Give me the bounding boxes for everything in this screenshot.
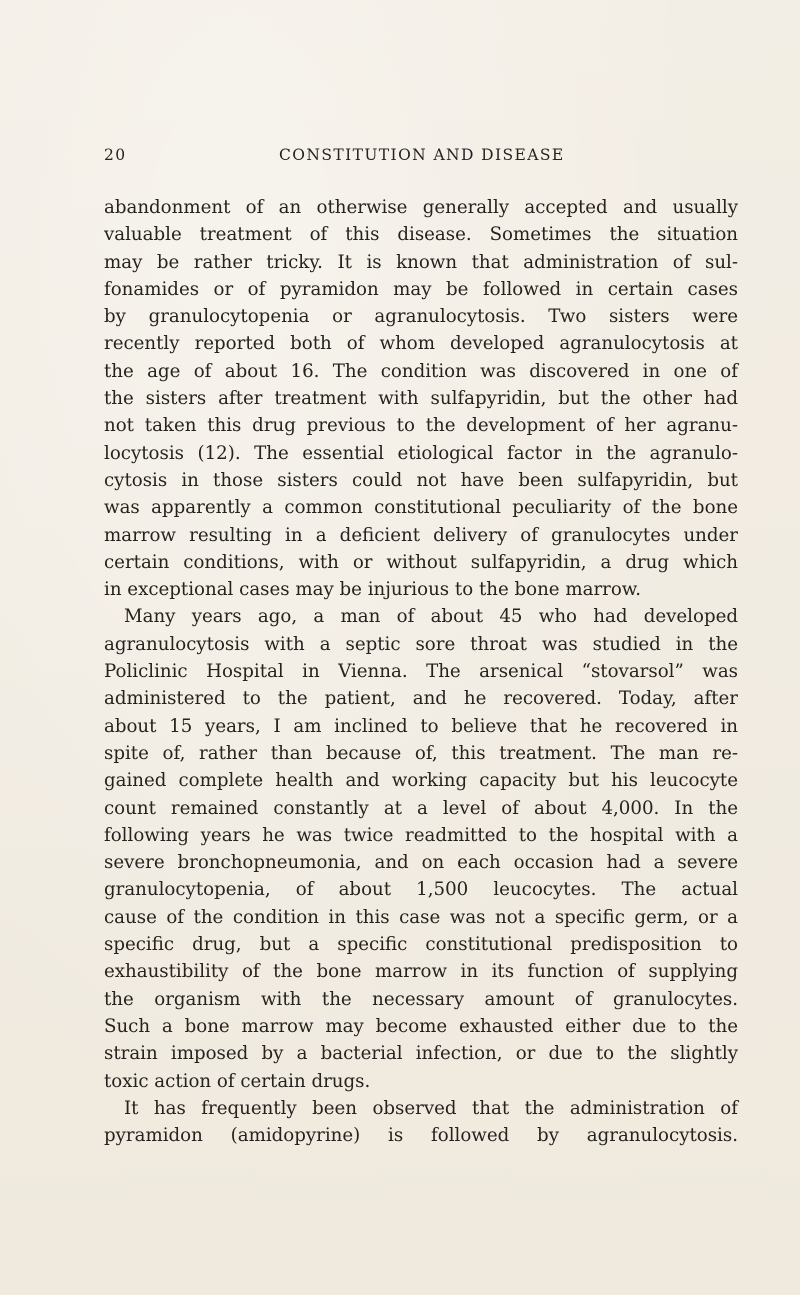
text-line: granulocytopenia, of about 1,500 leucocytes. The actual xyxy=(104,879,738,901)
text-line: toxic action of certain drugs. xyxy=(104,1070,371,1092)
text-line: cytosis in those sisters could not have been sulfapyridin, but xyxy=(104,469,738,491)
text-line: strain imposed by a bacterial infection, or due to the slightly xyxy=(104,1043,738,1065)
text-line: cause of the condition in this case was not a specific germ, or a xyxy=(104,906,738,928)
text-line: by granulocytopenia or agranulocytosis. Two sisters were xyxy=(104,306,738,328)
text-line: severe bronchopneumonia, and on each occasion had a severe xyxy=(104,852,738,874)
running-header xyxy=(104,146,724,174)
text-line: locytosis (12). The essential etiological factor in the agranulo- xyxy=(104,442,738,464)
text-line: spite of, rather than because of, this treatment. The man re- xyxy=(104,742,738,764)
page-number: 20 xyxy=(104,146,127,164)
text-line: specific drug, but a specific constitutional predisposition to xyxy=(104,934,738,956)
text-line: certain conditions, with or without sulfapyridin, a drug which xyxy=(104,551,738,573)
text-line: about 15 years, I am inclined to believe that he recovered in xyxy=(104,715,738,737)
text-line: Such a bone marrow may become exhausted either due to the xyxy=(104,1015,738,1037)
text-line: Many years ago, a man of about 45 who had developed xyxy=(124,606,738,628)
text-line: It has frequently been observed that the administration of xyxy=(124,1097,738,1119)
text-line: the sisters after treatment with sulfapyridin, but the other had xyxy=(104,388,738,410)
text-line: the organism with the necessary amount of granulocytes. xyxy=(104,988,738,1010)
body-text xyxy=(104,194,738,1149)
text-line: valuable treatment of this disease. Sometimes the situation xyxy=(104,224,738,246)
text-line: count remained constantly at a level of about 4,000. In the xyxy=(104,797,738,819)
text-line: Policlinic Hospital in Vienna. The arsenical “stovarsol” was xyxy=(104,661,738,683)
text-line: marrow resulting in a deficient delivery of granulocytes under xyxy=(104,524,738,546)
text-line: not taken this drug previous to the development of her agranu- xyxy=(104,415,738,437)
text-line: pyramidon (amidopyrine) is followed by agranulocytosis. xyxy=(104,1125,738,1147)
text-line: abandonment of an otherwise generally accepted and usually xyxy=(104,197,738,218)
text-line: exhaustibility of the bone marrow in its function of supplying xyxy=(104,961,738,983)
running-title: CONSTITUTION AND DISEASE xyxy=(279,146,565,164)
text-line: fonamides or of pyramidon may be followed in certain cases xyxy=(104,278,738,300)
text-line: agranulocytosis with a septic sore throat was studied in the xyxy=(104,633,738,655)
text-line: recently reported both of whom developed agranulocytosis at xyxy=(104,333,738,355)
text-line: the age of about 16. The condition was discovered in one of xyxy=(104,360,738,382)
text-line: gained complete health and working capacity but his leucocyte xyxy=(104,770,738,792)
text-line: in exceptional cases may be injurious to the bone marrow. xyxy=(104,579,641,601)
text-line: administered to the patient, and he recovered. Today, after xyxy=(104,688,738,710)
text-line: may be rather tricky. It is known that administration of sul- xyxy=(104,251,738,273)
text-line: was apparently a common constitutional peculiarity of the bone xyxy=(104,497,738,519)
text-line: following years he was twice readmitted to the hospital with a xyxy=(104,824,738,846)
